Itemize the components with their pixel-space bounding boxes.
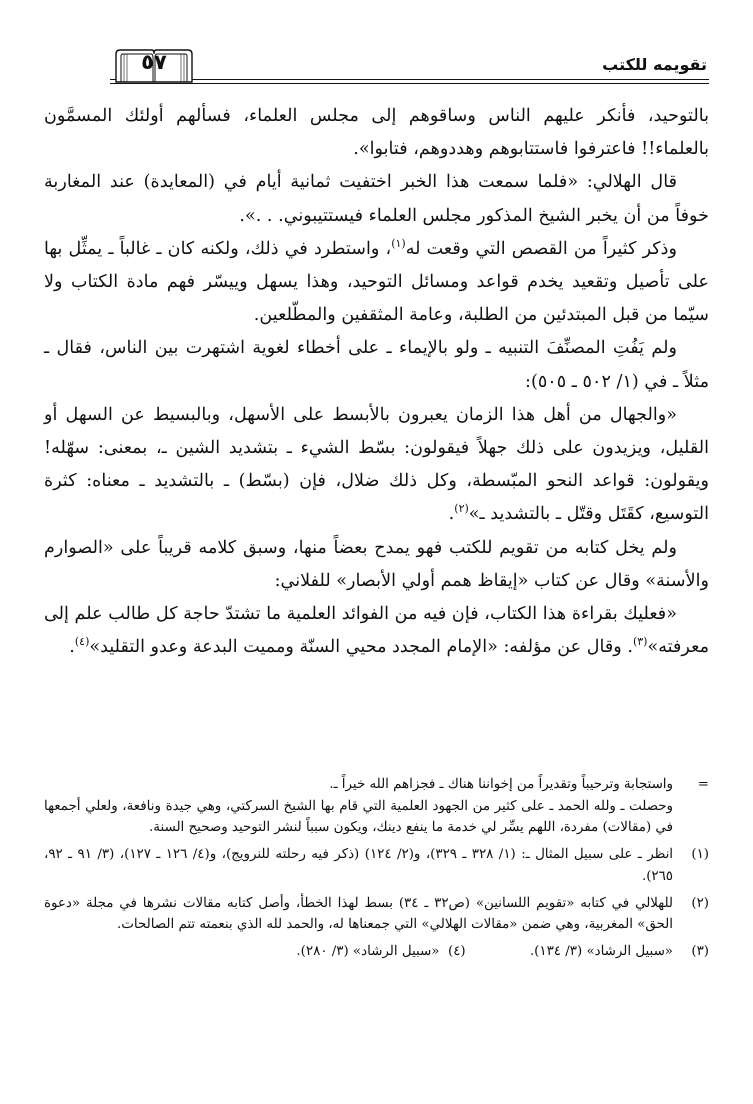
paragraph [44,166,709,232]
footnote-marker: (٤) [74,635,90,649]
header-rule-top [110,79,709,80]
paragraph-text: «والجهال من أهل هذا الزمان يعبرون بالأبسط على الأسهل، وبالبسيط عن السهل أو القليل، ويزيدون على ذلك جهلاً فيقولون: بسّط الشيء ـ بتشديد الشين ـ، بمعنى: سهّله! ويقولون: قواعد النحو المبّسطة، وكل ذلك ضلال، فإن (بسّط) ـ بالتشديد ـ معناه: كثرة التوسيع، كقَتَل وقتّل ـ بالتشديد ـ» [44,404,709,525]
page-number: ٥٧ [141,50,167,74]
footnote-text: انظر ـ على سبيل المثال ـ: (١/ ٣٢٨ ـ ٣٢٩)، و(٢/ ١٢٤) (ذكر فيه رحلته للنرويج)، و(٤/ ١٢٦ ـ ١٢٧)، (٣/ ٩١ ـ ٩٢، ٢٦٥). [44,847,674,884]
footnote-marker: (٣) [632,635,648,649]
paragraph-text: . [69,637,75,658]
paragraph-text: «فعليك بقراءة هذا الكتاب، فإن فيه من الفوائد العلمية ما تشتدّ حاجة كل طالب علم إلى معرفته» [44,604,709,658]
footnote-number: (٤) [447,943,466,959]
main-text [44,100,709,664]
footnote-number: (٢) [691,895,709,911]
quote-paragraph [44,598,709,664]
footnotes-3-4 [44,941,709,963]
footnote-number: (٣) [691,943,709,959]
footnote-line: وحصلت ـ ولله الحمد ـ على كثير من الجهود العلمية التي قام بها الشيخ السركتي، وهي جيدة ونافعة، ولعلي أجمعها في (مقالات) مفردة، اللهم يسِّر لي خدمة ما ينفع دينك، ويكون سبباً لنشر التوحيد وصحيح السنة. [44,798,673,836]
footnote-text: «سبيل الرشاد» (٣/ ١٣٤). [529,943,673,959]
footnote-text: للهلالي في كتابه «تقويم اللسانين» (ص٣٢ ـ ٣٤) بسط لهذا الخطأ، وأصل كتابه مقالات نشرها في مجلة «دعوة الحق» المغربية، وهي ضمن «مقالات الهلالي» التي جمعناها له، والحمد لله الذي بنعمته تتم الصالحات. [44,895,673,933]
paragraph-text: وذكر كثيراً من القصص التي وقعت له [405,238,677,259]
paragraph [44,532,709,598]
continuation-marker: = [697,777,709,792]
footnote-marker: (٢) [454,502,469,516]
footnote-text: «سبيل الرشاد» (٣/ ٢٨٠). [296,943,440,959]
header-rule-bottom [110,83,709,84]
page-number-frame [112,46,196,86]
footnote-continuation [44,774,709,839]
paragraph-text: ، واستطرد في ذلك، ولكنه كان ـ غالباً ـ يمثِّل بها على تأصيل وتقعيد يخدم قواعد ومسائل التوحيد، وهذا يسهل وييسّر فهم مادة الكتاب ولا سيّما من قبل المبتدئين من الطلبة، وعامة المثقفين والمطّلعين. [44,238,709,326]
footnote-line: واستجابة وترحيباً وتقديراً من إخواننا هناك ـ فجزاهم الله خيراً ـ. [329,777,673,792]
footnotes [44,774,709,963]
footnote-marker: (١) [391,236,406,250]
paragraph-text: ولم يَفُتِ المصنِّفَ التنبيه ـ ولو بالإيماء ـ على أخطاء لغوية اشتهرت بين الناس، فقال ـ مثلاً ـ في (١/ ٥٠٢ ـ ٥٠٥): [44,338,709,392]
paragraph [44,100,709,166]
paragraph-text: ولم يخل كتابه من تقويم للكتب فهو يمدح بعضاً منها، وسبق كلامه قريباً على «الصوارم والأسنة» وقال عن كتاب «إيقاظ همم أولي الأبصار» للفلاني: [44,537,709,591]
paragraph-text: . [448,504,455,525]
footnote-2 [44,893,709,936]
paragraph [44,332,709,398]
paragraph-text: . وقال عن مؤلفه: «الإمام المجدد محيي السنّة ومميت البدعة وعدو التقليد» [89,637,633,658]
paragraph-text: بالتوحيد، فأنكر عليهم الناس وساقوهم إلى مجلس العلماء، فسألهم أولئك المسمَّون بالعلماء!! فاعترفوا فاستتابوهم وهددوهم، فتابوا». [44,106,709,160]
footnote-1 [44,844,709,887]
paragraph [44,233,709,333]
footnote-4 [296,941,465,963]
running-title: تقويمه للكتب [602,55,707,74]
paragraph-text: قال الهلالي: «فلما سمعت هذا الخبر اختفيت ثمانية أيام في (المعايدة) عند المغاربة خوفاً من أن يخبر الشيخ المذكور مجلس العلماء فيستتيبوني. . .». [44,172,709,226]
footnote-number: (١) [691,847,709,863]
quote-paragraph [44,399,709,532]
